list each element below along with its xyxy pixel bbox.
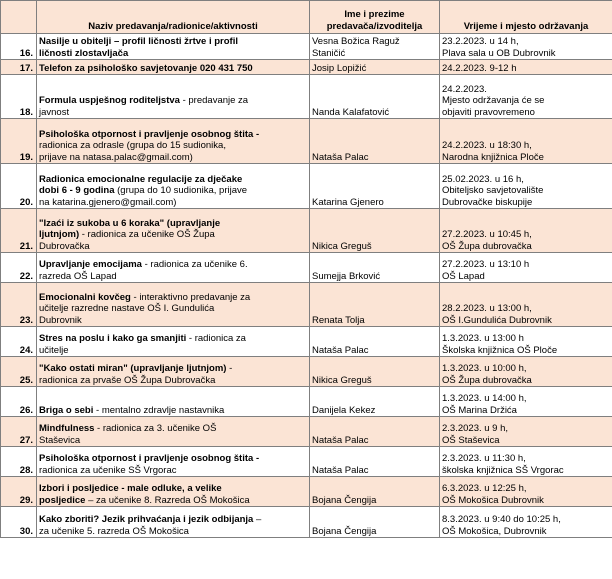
row-title	[37, 164, 310, 209]
row-title-rest: - mentalno zdravlje nastavnika	[93, 404, 225, 416]
row-title-bold: Izbori i posljedice - male odluke, a velike posljedice	[39, 483, 222, 506]
row-title-rest: (grupa do 10 sudionika, prijave na katarina.gjenero@gmail.com)	[39, 185, 248, 208]
row-title-rest: radionica za odrasle (grupa do 15 sudionika, prijave na natasa.palac@gmail.com)	[39, 140, 226, 163]
row-number: 20.	[1, 164, 37, 209]
row-number: 28.	[1, 447, 37, 477]
row-title-rest: – za učenike 5. razreda OŠ Mokošica	[39, 514, 262, 537]
row-time-place: 23.2.2023. u 14 h, Plava sala u OB Dubrovnik	[440, 34, 612, 60]
row-title	[37, 75, 310, 119]
row-title	[37, 447, 310, 477]
row-time-place: 2.3.2023. u 11:30 h, školska knjižnica SŠ Vrgorac	[440, 447, 612, 477]
row-title-bold: Psihološka otpornost i pravljenje osobnog štita -	[39, 128, 260, 140]
row-title	[37, 34, 310, 60]
table-row	[1, 164, 612, 209]
row-title-rest: - radionica za 3. učenike OŠ Staševica	[39, 423, 217, 446]
row-title-bold: Briga o sebi	[39, 404, 94, 416]
row-number: 19.	[1, 119, 37, 164]
row-time-place: 2.3.2023. u 9 h, OŠ Staševica	[440, 417, 612, 447]
row-presenter: Vesna Božica Raguž Staničić	[310, 34, 440, 60]
row-title-rest: radionica za učenike SŠ Vrgorac	[39, 464, 177, 476]
row-presenter: Nataša Palac	[310, 417, 440, 447]
header-presenter: Ime i prezime predavača/izvoditelja	[310, 1, 440, 34]
row-number: 17.	[1, 60, 37, 75]
row-number: 30.	[1, 507, 37, 538]
row-number: 16.	[1, 34, 37, 60]
table-row	[1, 209, 612, 253]
row-title	[37, 119, 310, 164]
row-title	[37, 60, 310, 75]
row-title-bold: Upravljanje emocijama	[39, 259, 142, 270]
row-presenter: Bojana Čengija	[310, 477, 440, 507]
table-row	[1, 327, 612, 357]
row-presenter: Josip Lopižić	[310, 60, 440, 75]
row-number: 23.	[1, 283, 37, 327]
row-title-rest: - radionica za učenike OŠ Župa Dubrovačka	[39, 229, 215, 252]
row-presenter: Bojana Čengija	[310, 507, 440, 538]
table-row	[1, 119, 612, 164]
row-title-rest: - predavanje za javnost	[39, 95, 249, 118]
row-title-rest: - radionica za prvaše OŠ Župa Dubrovačka	[39, 363, 233, 386]
row-presenter: Nataša Palac	[310, 447, 440, 477]
row-presenter: Nikica Greguš	[310, 357, 440, 387]
row-title-rest: – za učenike 8. Razreda OŠ Mokošica	[85, 494, 250, 506]
row-title-bold: Mindfulness	[39, 423, 95, 434]
table-row	[1, 283, 612, 327]
row-number: 24.	[1, 327, 37, 357]
table-row	[1, 357, 612, 387]
table-row	[1, 253, 612, 283]
row-title-rest: - radionica za učitelje	[39, 333, 246, 356]
row-title	[37, 209, 310, 253]
row-time-place: 27.2.2023. u 13:10 h OŠ Lapad	[440, 253, 612, 283]
table-row	[1, 60, 612, 75]
header-row	[1, 1, 612, 34]
row-title	[37, 507, 310, 538]
table-row	[1, 447, 612, 477]
row-title-bold: Emocionalni kovčeg	[39, 291, 131, 303]
row-number: 29.	[1, 477, 37, 507]
table-row	[1, 34, 612, 60]
row-time-place: 24.2.2023. Mjesto održavanja će se objaviti pravovremeno	[440, 75, 612, 119]
row-presenter: Renata Tolja	[310, 283, 440, 327]
table-row	[1, 507, 612, 538]
row-number: 22.	[1, 253, 37, 283]
row-time-place: 1.3.2023. u 13:00 h Školska knjižnica OŠ Ploče	[440, 327, 612, 357]
row-time-place: 8.3.2023. u 9:40 do 10:25 h, OŠ Mokošica, Dubrovnik	[440, 507, 612, 538]
table-row	[1, 387, 612, 417]
row-title-bold: Formula uspješnog roditeljstva	[39, 95, 180, 106]
table-row	[1, 477, 612, 507]
row-presenter: Nikica Greguš	[310, 209, 440, 253]
row-title-bold: Kako zboriti? Jezik prihvaćanja i jezik odbijanja	[39, 514, 254, 525]
row-presenter: Nataša Palac	[310, 119, 440, 164]
row-number: 27.	[1, 417, 37, 447]
header-num	[1, 1, 37, 34]
table-row	[1, 417, 612, 447]
header-time: Vrijeme i mjesto održavanja	[440, 1, 612, 34]
row-time-place: 27.2.2023. u 10:45 h, OŠ Župa dubrovačka	[440, 209, 612, 253]
row-title-bold: Radionica emocionalne regulacije za dječake dobi 6 - 9 godina	[39, 173, 243, 196]
row-time-place: 28.2.2023. u 13:00 h, OŠ I.Gundulića Dubrovnik	[440, 283, 612, 327]
row-number: 21.	[1, 209, 37, 253]
header-title: Naziv predavanja/radionice/aktivnosti	[37, 1, 310, 34]
row-time-place: 24.2.2023. u 18:30 h, Narodna knjižnica Ploče	[440, 119, 612, 164]
row-title	[37, 283, 310, 327]
row-title-rest: - radionica za učenike 6. razreda OŠ Lapad	[39, 259, 248, 282]
row-title-bold: "Izaći iz sukoba u 6 koraka" (upravljanje ljutnjom)	[39, 217, 221, 240]
row-presenter: Katarina Gjenero	[310, 164, 440, 209]
row-title-bold: Nasilje u obitelji – profil ličnosti žrtve i profil ličnosti zlostavljača	[39, 36, 239, 59]
row-title	[37, 387, 310, 417]
row-title-rest: - interaktivno predavanje za učitelje razredne nastave OŠ I. Gundulića Dubrovnik	[39, 291, 251, 326]
row-title	[37, 357, 310, 387]
row-time-place: 25.02.2023. u 16 h, Obiteljsko savjetovalište Dubrovačke biskupije	[440, 164, 612, 209]
row-presenter: Sumejja Brković	[310, 253, 440, 283]
row-presenter: Nanda Kalafatović	[310, 75, 440, 119]
row-number: 25.	[1, 357, 37, 387]
row-title	[37, 327, 310, 357]
row-presenter: Nataša Palac	[310, 327, 440, 357]
row-title-bold: Telefon za psihološko savjetovanje 020 431 750	[39, 62, 253, 74]
row-presenter: Danijela Kekez	[310, 387, 440, 417]
row-title-bold: Psihološka otpornost i pravljenje osobnog štita -	[39, 453, 260, 464]
row-title-bold: "Kako ostati miran" (upravljanje ljutnjom)	[39, 363, 227, 374]
row-title	[37, 253, 310, 283]
table-row	[1, 75, 612, 119]
row-title	[37, 477, 310, 507]
row-time-place: 1.3.2023. u 14:00 h, OŠ Marina Držića	[440, 387, 612, 417]
row-number: 18.	[1, 75, 37, 119]
row-number: 26.	[1, 387, 37, 417]
row-title	[37, 417, 310, 447]
row-time-place: 1.3.2023. u 10:00 h, OŠ Župa dubrovačka	[440, 357, 612, 387]
row-title-bold: Stres na poslu i kako ga smanjiti	[39, 333, 187, 344]
row-time-place: 6.3.2023. u 12:25 h, OŠ Mokošica Dubrovnik	[440, 477, 612, 507]
row-time-place: 24.2.2023. 9-12 h	[440, 60, 612, 75]
